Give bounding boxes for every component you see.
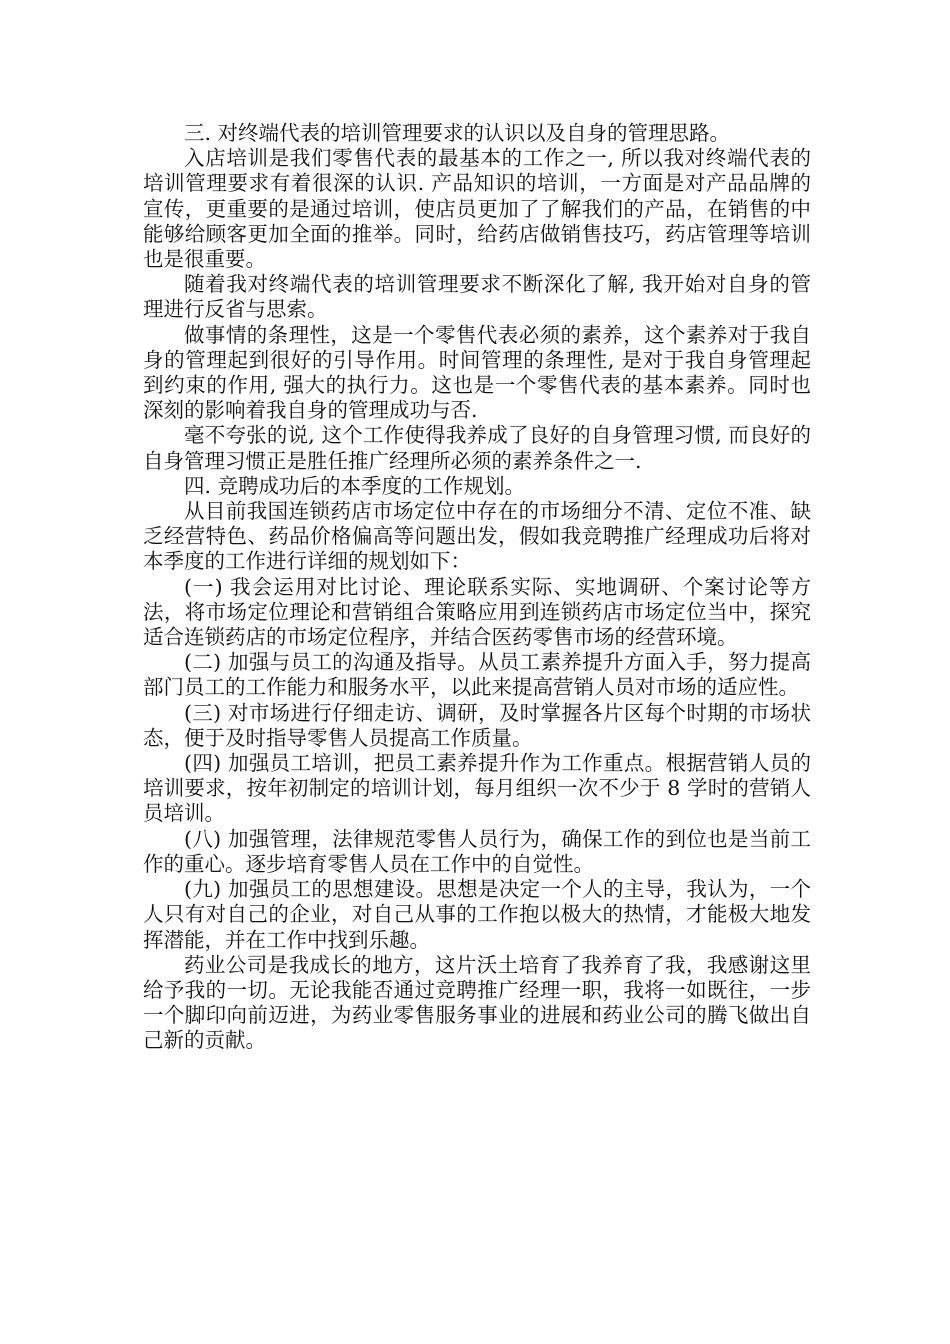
list-item-two: (二) 加强与员工的沟通及指导。从员工素养提升方面入手，努力提高部门员工的工作能力和服务水平，以此来提高营销人员对市场的适应性。 — [143, 650, 811, 700]
paragraph-training-requirements: 入店培训是我们零售代表的最基本的工作之一, 所以我对终端代表的培训管理要求有着很深的认识. 产品知识的培训，一方面是对产品品牌的宣传，更重要的是通过培训，使店员更加了了解我们的产品，在销售的中能够给顾客更加全面的推举。同时，给药店做销售技巧，药店管理等培训也是很重要。 — [143, 146, 811, 272]
list-item-nine: (九) 加强员工的思想建设。思想是决定一个人的主导，我认为，一个人只有对自己的企业，对自己从事的工作抱以极大的热情，才能极大地发挥潜能，并在工作中找到乐趣。 — [143, 877, 811, 952]
heading-section-four: 四. 竞聘成功后的本季度的工作规划。 — [184, 473, 526, 498]
paragraph-closing: 药业公司是我成长的地方，这片沃土培育了我养育了我，我感谢这里给予我的一切。无论我能否通过竞聘推广经理一职，我将一如既往，一步一个脚印向前迈进，为药业零售服务事业的进展和药业公司的腾飞做出自己新的贡献。 — [143, 952, 811, 1053]
paragraph-self-reflection: 随着我对终端代表的培训管理要求不断深化了解, 我开始对自身的管理进行反省与思索。 — [143, 272, 811, 322]
heading-section-three: 三. 对终端代表的培训管理要求的认识以及自身的管理思路。 — [184, 121, 731, 145]
document-page — [143, 121, 811, 1054]
paragraph-organization: 做事情的条理性，这是一个零售代表必须的素养，这个素养对于我自身的管理起到很好的引导作用。时间管理的条理性, 是对于我自身管理起到约束的作用, 强大的执行力。这也是一个零售代表的基本素养。同时也深刻的影响着我自身的管理成功与否. — [143, 322, 811, 423]
list-item-four: (四) 加强员工培训，把员工素养提升作为工作重点。根据营销人员的培训要求，按年初制定的培训计划，每月组织一次不少于 8 学时的营销人员培训。 — [143, 751, 811, 826]
list-item-one: (一) 我会运用对比讨论、理论联系实际、实地调研、个案讨论等方法，将市场定位理论和营销组合策略应用到连锁药店市场定位当中，探究适合连锁药店的市场定位程序，并结合医药零售市场的经营环境。 — [143, 574, 811, 650]
paragraph-market-problems: 从目前我国连锁药店市场定位中存在的市场细分不清、定位不准、缺乏经营特色、药品价格偏高等问题出发，假如我竞聘推广经理成功后将对本季度的工作进行详细的规划如下： — [143, 499, 811, 574]
list-item-eight: (八) 加强管理，法律规范零售人员行为，确保工作的到位也是当前工作的重心。逐步培育零售人员在工作中的自觉性。 — [143, 826, 811, 876]
list-item-three: (三) 对市场进行仔细走访、调研，及时掌握各片区每个时期的市场状态，便于及时指导零售人员提高工作质量。 — [143, 700, 811, 750]
paragraph-management-habits: 毫不夸张的说, 这个工作使得我养成了良好的自身管理习惯, 而良好的自身管理习惯正是胜任推广经理所必须的素养条件之一. — [143, 423, 811, 473]
